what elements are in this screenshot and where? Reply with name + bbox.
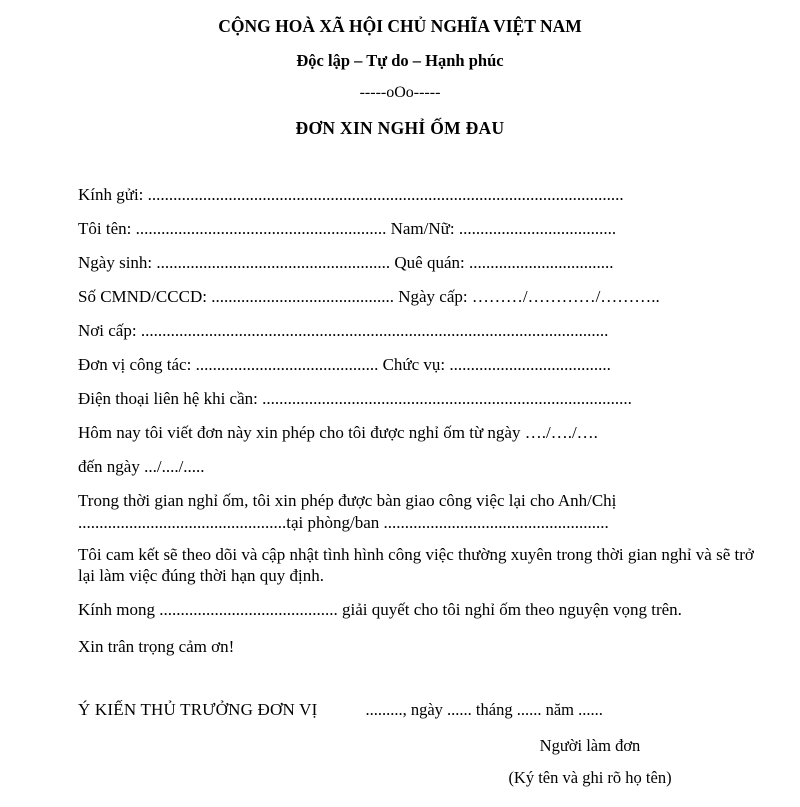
field-hometown-blank: ..................................: [468, 253, 614, 272]
field-name-label: Tôi tên:: [78, 219, 132, 238]
national-title: CỘNG HOÀ XÃ HỘI CHỦ NGHĨA VIỆT NAM: [218, 16, 582, 36]
handover-line1: Trong thời gian nghỉ ốm, tôi xin phép được bàn giao công việc lại cho Anh/Chị: [78, 491, 617, 510]
field-phone-blank: .......................................................................................: [262, 389, 632, 408]
field-issueplace-label: Nơi cấp:: [78, 321, 137, 340]
leave-from-text: Hôm nay tôi viết đơn này xin phép cho tôi được nghỉ ốm từ ngày: [78, 423, 521, 442]
field-birthdate-hometown: [78, 252, 762, 273]
field-workplace-position: [78, 354, 762, 375]
footer-row: [78, 699, 762, 721]
field-gender-blank: .....................................: [458, 219, 617, 238]
field-hometown-label: Quê quán:: [394, 253, 465, 272]
field-phone: [78, 388, 762, 409]
field-gender-label: Nam/Nữ:: [390, 219, 455, 238]
document-header: [0, 0, 800, 140]
field-position-blank: ......................................: [449, 355, 611, 374]
field-issuedate-label: Ngày cấp:: [398, 287, 468, 306]
leave-to-text: đến ngày: [78, 457, 140, 476]
field-name-blank: ...........................................................: [135, 219, 387, 238]
request-line: [78, 599, 762, 620]
field-recipient: [78, 184, 762, 205]
field-workplace-label: Đơn vị công tác:: [78, 355, 192, 374]
field-birthdate-label: Ngày sinh:: [78, 253, 153, 272]
leave-from-line: [78, 422, 762, 443]
field-workplace-blank: ...........................................: [195, 355, 379, 374]
field-issueplace: [78, 320, 762, 341]
signer-title: Người làm đơn: [539, 736, 641, 755]
leave-to-date-blank: .../..../.....: [144, 457, 205, 476]
request-approver-blank: ..........................................: [159, 600, 338, 619]
form-title: ĐƠN XIN NGHỈ ỐM ĐAU: [295, 118, 505, 138]
handover-paragraph: [78, 490, 762, 534]
handover-department-label: tại phòng/ban: [286, 513, 380, 532]
field-name-gender: [78, 218, 762, 239]
field-idnumber-blank: ...........................................: [211, 287, 394, 306]
leave-to-line: [78, 456, 762, 477]
field-recipient-label: Kính gửi:: [78, 185, 144, 204]
request-rest: giải quyết cho tôi nghỉ ốm theo nguyện vọng trên.: [341, 600, 682, 619]
request-label: Kính mong: [78, 600, 155, 619]
leave-from-date-blank: …./…./….: [524, 423, 598, 442]
national-motto: Độc lập – Tự do – Hạnh phúc: [296, 51, 504, 70]
field-issuedate-blank: ………/…………/………..: [471, 287, 660, 306]
document-body: [78, 184, 762, 788]
signer-block: [440, 735, 740, 788]
approver-opinion-title: Ý KIẾN THỦ TRƯỞNG ĐƠN VỊ: [78, 700, 318, 719]
field-recipient-blank: ................................................................................................................: [147, 185, 624, 204]
thanks-line: Xin trân trọng cảm ơn!: [78, 637, 235, 656]
handover-person-blank: .................................................: [78, 513, 287, 532]
signature-date-line: ........., ngày ...... tháng ...... năm ......: [365, 700, 603, 719]
field-idnumber-issuedate: [78, 286, 762, 307]
field-position-label: Chức vụ:: [382, 355, 446, 374]
field-phone-label: Điện thoại liên hệ khi cần:: [78, 389, 258, 408]
field-issueplace-blank: ..............................................................................................................: [140, 321, 609, 340]
signer-note: (Ký tên và ghi rõ họ tên): [508, 768, 672, 787]
commitment-paragraph: Tôi cam kết sẽ theo dõi và cập nhật tình hình công việc thường xuyên trong thời gian nghỉ và sẽ trở lại làm việc đúng thời hạn quy định.: [78, 545, 754, 585]
field-birthdate-blank: .......................................................: [156, 253, 391, 272]
handover-line2: [78, 512, 762, 534]
field-idnumber-label: Số CMND/CCCD:: [78, 287, 207, 306]
header-separator: -----oOo-----: [359, 84, 441, 101]
handover-department-blank: .....................................................: [383, 513, 609, 532]
